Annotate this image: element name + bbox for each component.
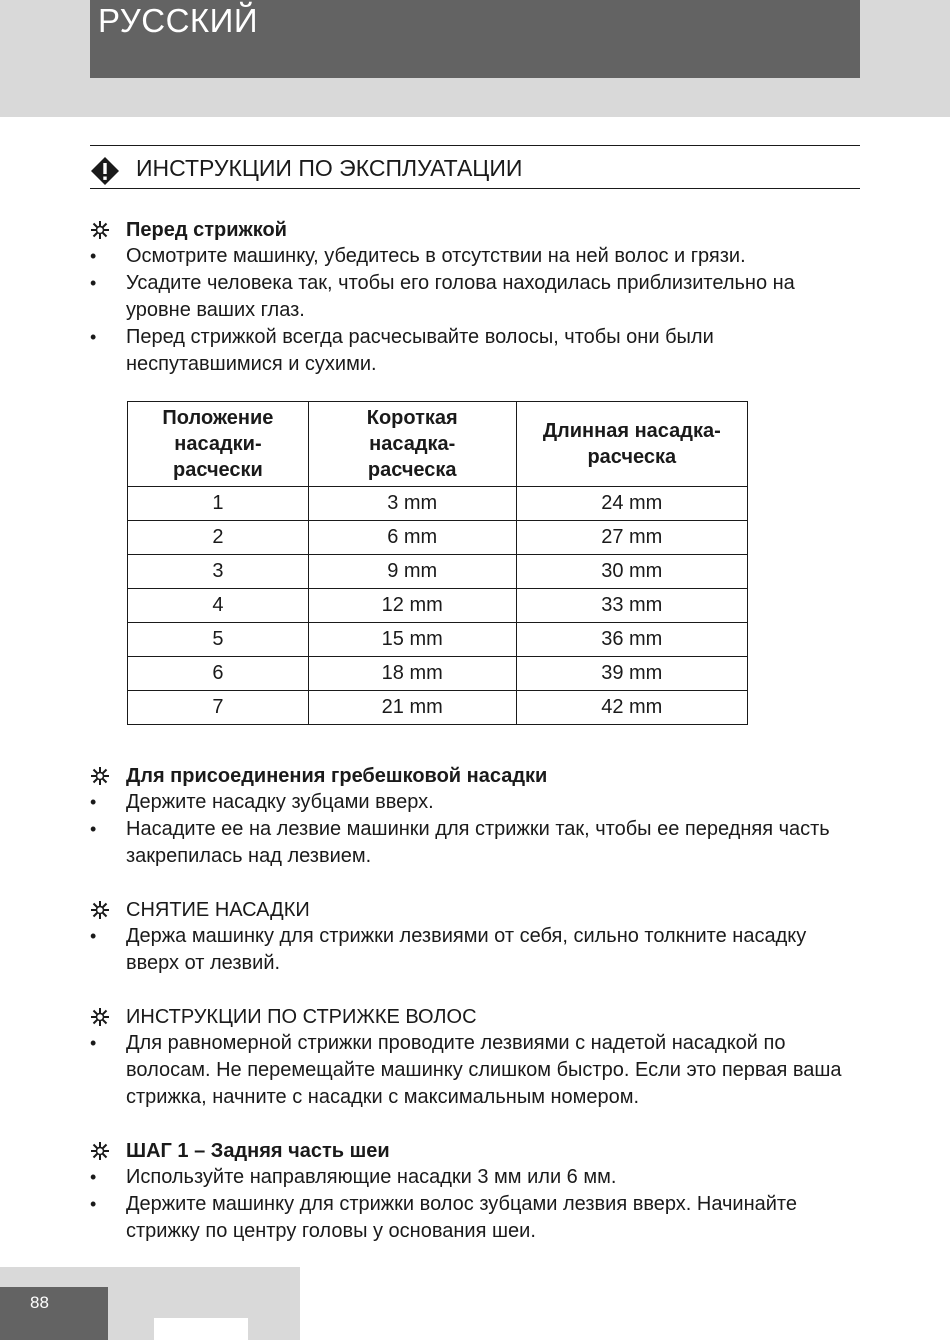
table-row bbox=[128, 657, 748, 691]
warning-icon bbox=[90, 156, 120, 186]
subheading-text: ШАГ 1 – Задняя часть шеи bbox=[126, 1140, 390, 1162]
bullet-list bbox=[90, 1164, 860, 1245]
table-cell: 5 bbox=[128, 623, 309, 657]
list-item: • Используйте направляющие насадки 3 мм или 6 мм. bbox=[90, 1164, 860, 1191]
subheading-text: Перед стрижкой bbox=[126, 219, 287, 241]
list-item: • Осмотрите машинку, убедитесь в отсутствии на ней волос и грязи. bbox=[90, 243, 860, 270]
subheading-text: Для присоединения гребешковой насадки bbox=[126, 765, 548, 787]
table-cell: 27 mm bbox=[516, 521, 747, 555]
table-cell: 30 mm bbox=[516, 555, 747, 589]
table-row bbox=[128, 589, 748, 623]
subheading bbox=[90, 763, 860, 789]
subheading bbox=[90, 1004, 860, 1030]
table-cell: 6 mm bbox=[308, 521, 516, 555]
language-banner bbox=[90, 0, 860, 78]
table-cell: 2 bbox=[128, 521, 309, 555]
table-row bbox=[128, 487, 748, 521]
subheading-text: СНЯТИЕ НАСАДКИ bbox=[126, 899, 310, 921]
before-cut-block bbox=[90, 217, 860, 378]
table-header-row bbox=[128, 402, 748, 487]
table-cell: 4 bbox=[128, 589, 309, 623]
bullet-list bbox=[90, 243, 860, 378]
star-burst-icon bbox=[90, 1141, 110, 1161]
star-burst-icon bbox=[90, 220, 110, 240]
column-header: Длинная насадка-расческа bbox=[516, 402, 747, 487]
table-cell: 33 mm bbox=[516, 589, 747, 623]
list-item: • Перед стрижкой всегда расчесывайте волосы, чтобы они были неспутавшимися и сухими. bbox=[90, 324, 860, 378]
table-cell: 12 mm bbox=[308, 589, 516, 623]
table-cell: 6 bbox=[128, 657, 309, 691]
table-cell: 15 mm bbox=[308, 623, 516, 657]
table-cell: 36 mm bbox=[516, 623, 747, 657]
list-item: • Держа машинку для стрижки лезвиями от себя, сильно толкните насадку вверх от лезвий. bbox=[90, 923, 860, 977]
list-item: • Держите насадку зубцами вверх. bbox=[90, 789, 860, 816]
column-header: Короткая насадка-расческа bbox=[308, 402, 516, 487]
table-cell: 1 bbox=[128, 487, 309, 521]
table-cell: 7 bbox=[128, 691, 309, 725]
step1-block bbox=[90, 1138, 860, 1245]
column-header: Положение насадки-расчески bbox=[128, 402, 309, 487]
table-row bbox=[128, 691, 748, 725]
section-heading bbox=[90, 145, 860, 189]
subheading bbox=[90, 217, 860, 243]
attach-block bbox=[90, 763, 860, 870]
star-burst-icon bbox=[90, 766, 110, 786]
bullet-list bbox=[90, 789, 860, 870]
table-cell: 3 bbox=[128, 555, 309, 589]
bullet-list bbox=[90, 1030, 860, 1111]
footer-tab bbox=[154, 1318, 248, 1340]
list-item: • Держите машинку для стрижки волос зубцами лезвия вверх. Начинайте стрижку по центру головы у основания шеи. bbox=[90, 1191, 860, 1245]
table-cell: 9 mm bbox=[308, 555, 516, 589]
table-row bbox=[128, 623, 748, 657]
page-number: 88 bbox=[30, 1293, 49, 1312]
table-cell: 3 mm bbox=[308, 487, 516, 521]
bullet-list bbox=[90, 923, 860, 977]
table-cell: 39 mm bbox=[516, 657, 747, 691]
star-burst-icon bbox=[90, 1007, 110, 1027]
subheading bbox=[90, 897, 860, 923]
list-item: • Усадите человека так, чтобы его голова находилась приблизительно на уровне ваших глаз. bbox=[90, 270, 860, 324]
subheading-text: ИНСТРУКЦИИ ПО СТРИЖКЕ ВОЛОС bbox=[126, 1006, 477, 1028]
table-cell: 18 mm bbox=[308, 657, 516, 691]
star-burst-icon bbox=[90, 900, 110, 920]
table-row bbox=[128, 521, 748, 555]
table-cell: 42 mm bbox=[516, 691, 747, 725]
list-item: • Для равномерной стрижки проводите лезвиями с надетой насадкой по волосам. Не перемещайте машинку слишком быстро. Если это первая ваша стрижка, начните с насадки с максимальным номером. bbox=[90, 1030, 860, 1111]
haircut-block bbox=[90, 1004, 860, 1111]
page-number-box bbox=[0, 1287, 108, 1340]
attachment-size-table bbox=[127, 401, 748, 725]
subheading bbox=[90, 1138, 860, 1164]
table-row bbox=[128, 555, 748, 589]
table-cell: 21 mm bbox=[308, 691, 516, 725]
list-item: • Насадите ее на лезвие машинки для стрижки так, чтобы ее передняя часть закрепилась над лезвием. bbox=[90, 816, 860, 870]
section-title: ИНСТРУКЦИИ ПО ЭКСПЛУАТАЦИИ bbox=[136, 155, 523, 181]
remove-block bbox=[90, 897, 860, 977]
table-cell: 24 mm bbox=[516, 487, 747, 521]
language-title: РУССКИЙ bbox=[98, 2, 259, 39]
